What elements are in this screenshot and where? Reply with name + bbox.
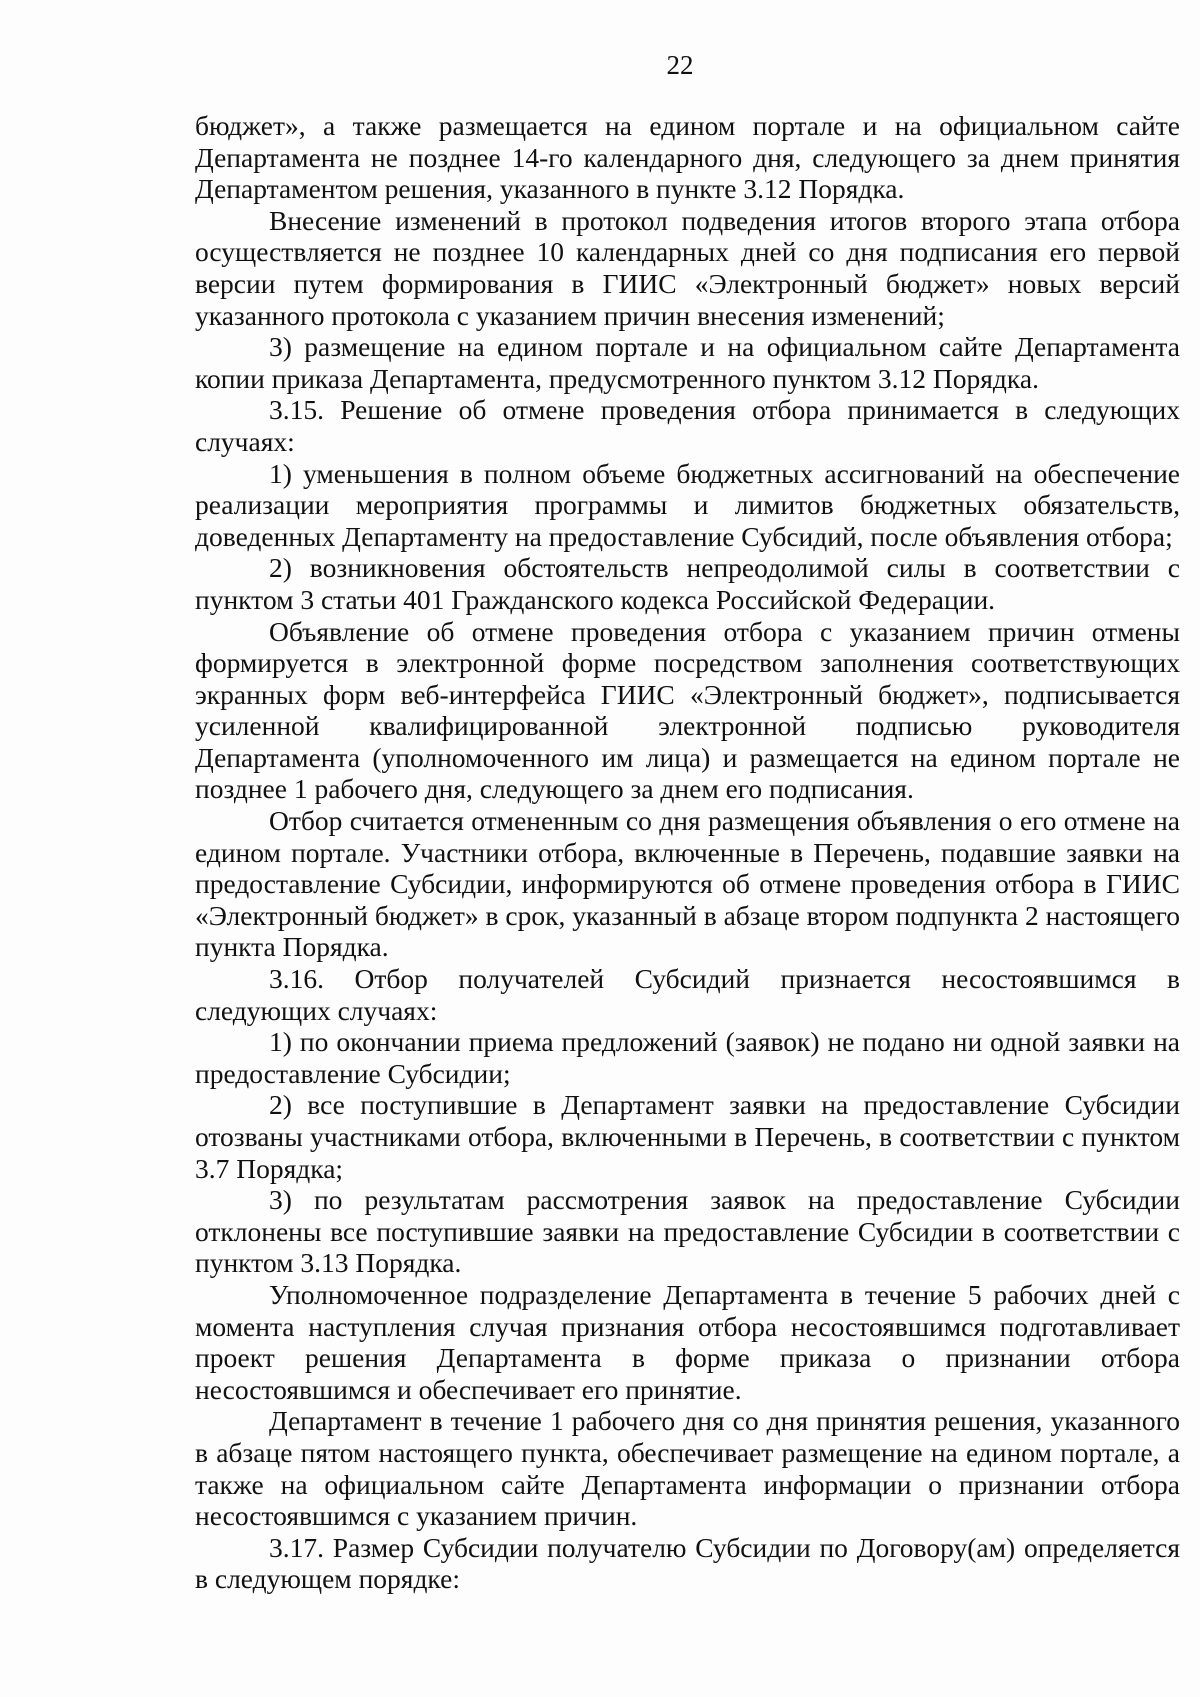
paragraph-3-16-item-3: 3) по результатам рассмотрения заявок на предоставление Субсидии отклонены все поступившие заявки на предоставление Субсидии в соответствии с пунктом 3.13 Порядка. <box>195 1184 1180 1279</box>
paragraph-cancellation-announcement: Объявление об отмене проведения отбора с указанием причин отмены формируется в электронной форме посредством заполнения соответствующих экранных форм веб-интерфейса ГИИС «Электронный бюджет», подписывается усиленной квалифицированной электронной подписью руководителя Департамента (уполномоченного им лица) и размещается на едином портале не позднее 1 рабочего дня, следующего за днем его подписания. <box>195 615 1180 805</box>
paragraph-selection-cancelled: Отбор считается отмененным со дня размещения объявления о его отмене на едином портале. Участники отбора, включенные в Перечень, подавшие заявки на предоставление Субсидии, информируются об отмене проведения отбора в ГИИС «Электронный бюджет» в срок, указанный в абзаце втором подпункта 2 настоящего пункта Порядка. <box>195 805 1180 963</box>
document-body <box>195 110 1180 1595</box>
paragraph-item-3: 3) размещение на едином портале и на официальном сайте Департамента копии приказа Департамента, предусмотренного пунктом 3.12 Порядка. <box>195 331 1180 394</box>
paragraph-3-16-item-2: 2) все поступившие в Департамент заявки на предоставление Субсидии отозваны участниками отбора, включенными в Перечень, в соответствии с пунктом 3.7 Порядка; <box>195 1089 1180 1184</box>
paragraph-department-publication: Департамент в течение 1 рабочего дня со дня принятия решения, указанного в абзаце пятом настоящего пункта, обеспечивает размещение на едином портале, а также на официальном сайте Департамента информации о признании отбора несостоявшимся с указанием причин. <box>195 1405 1180 1532</box>
paragraph-3-15-item-2: 2) возникновения обстоятельств непреодолимой силы в соответствии с пунктом 3 статьи 401 Гражданского кодекса Российской Федерации. <box>195 552 1180 615</box>
paragraph-protocol-changes: Внесение изменений в протокол подведения итогов второго этапа отбора осуществляется не позднее 10 календарных дней со дня подписания его первой версии путем формирования в ГИИС «Электронный бюджет» новых версий указанного протокола с указанием причин внесения изменений; <box>195 204 1180 331</box>
page-number: 22 <box>666 50 694 80</box>
paragraph-authorized-division: Уполномоченное подразделение Департамента в течение 5 рабочих дней с момента наступления случая признания отбора несостоявшимся подготавливает проект решения Департамента в форме приказа о признании отбора несостоявшимся и обеспечивает его принятие. <box>195 1278 1180 1405</box>
paragraph-3-16-item-1: 1) по окончании приема предложений (заявок) не подано ни одной заявки на предоставление Субсидии; <box>195 1026 1180 1089</box>
paragraph-3-15-item-1: 1) уменьшения в полном объеме бюджетных ассигнований на обеспечение реализации мероприятия программы и лимитов бюджетных обязательств, доведенных Департаменту на предоставление Субсидий, после объявления отбора; <box>195 457 1180 552</box>
paragraph-3-17: 3.17. Размер Субсидии получателю Субсидии по Договору(ам) определяется в следующем порядке: <box>195 1531 1180 1595</box>
paragraph-3-15: 3.15. Решение об отмене проведения отбора принимается в следующих случаях: <box>195 394 1180 457</box>
paragraph-3-16: 3.16. Отбор получателей Субсидий признается несостоявшимся в следующих случаях: <box>195 963 1180 1026</box>
paragraph-continuation: бюджет», а также размещается на едином портале и на официальном сайте Департамента не позднее 14-го календарного дня, следующего за днем принятия Департаментом решения, указанного в пункте 3.12 Порядка. <box>195 110 1180 205</box>
